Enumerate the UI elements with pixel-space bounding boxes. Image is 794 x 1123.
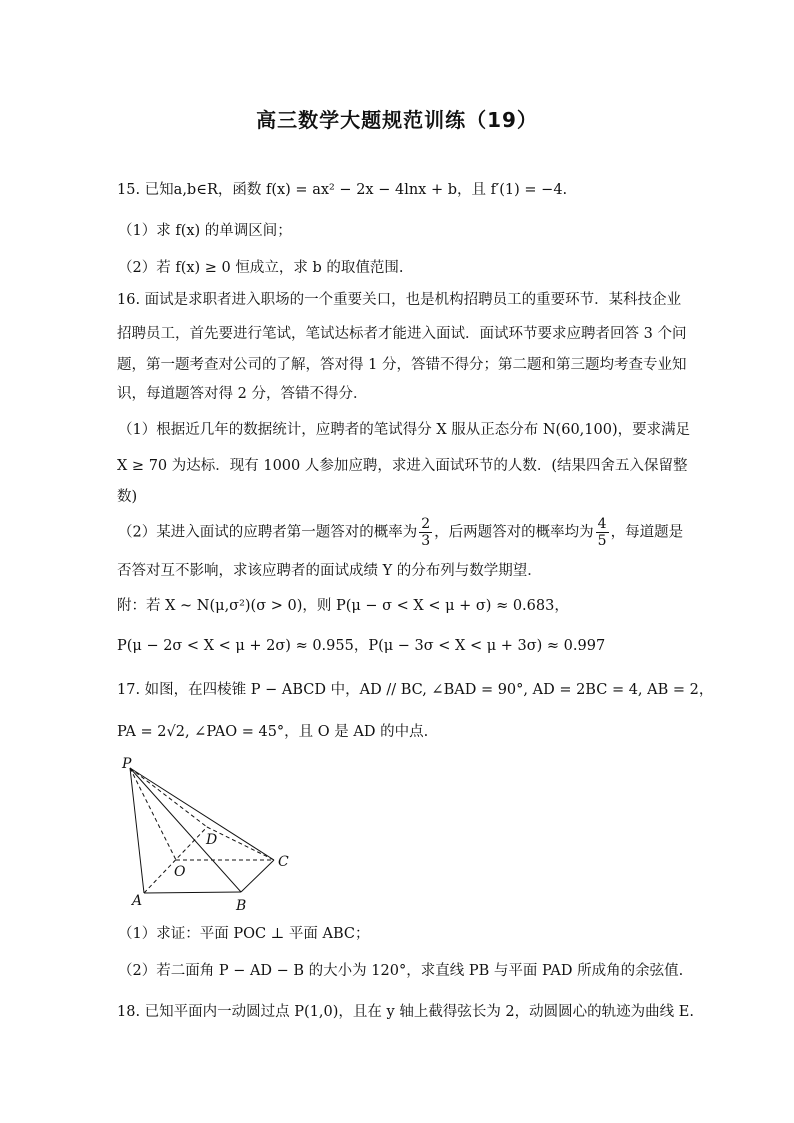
q16-line3: 题，第一题考查对公司的了解，答对得 1 分，答错不得分；第二题和第三题均考查专业知 xyxy=(117,357,687,373)
frac2-denominator: 5 xyxy=(597,533,607,549)
q16-part1-line3: 数) xyxy=(117,489,138,505)
edge-PC xyxy=(130,768,274,860)
edge-PA xyxy=(130,768,144,893)
label-D: D xyxy=(206,832,218,848)
q16-note-line1: 附：若 X ~ N(μ,σ²)(σ > 0)，则 P(μ − σ < X < μ + σ) ≈ 0.683， xyxy=(117,598,569,614)
q16-part1-line1: （1）根据近几年的数据统计，应聘者的笔试得分 X 服从正态分布 N(60,100)，要求满足 xyxy=(118,422,691,438)
label-A: A xyxy=(132,893,143,909)
edge-PB xyxy=(130,768,241,892)
fraction-2-3 xyxy=(419,516,432,549)
q16-line2: 招聘员工，首先要进行笔试，笔试达标者才能进入面试．面试环节要求应聘者回答 3 个问 xyxy=(117,326,687,342)
q16-part2-line1 xyxy=(118,516,683,549)
fraction-4-5 xyxy=(596,516,609,549)
q17-part1: （1）求证：平面 POC ⊥ 平面 ABC； xyxy=(118,926,370,942)
q18-line1: 18. 已知平面内一动圆过点 P(1,0)，且在 y 轴上截得弦长为 2，动圆圆心的轨迹为曲线 E. xyxy=(117,1004,694,1020)
q16-part2-line2: 否答对互不影响，求该应聘者的面试成绩 Y 的分布列与数学期望． xyxy=(117,563,542,579)
q16-line4: 识，每道题答对得 2 分，答错不得分． xyxy=(117,386,368,402)
pyramid-figure xyxy=(112,752,302,914)
frac1-denominator: 3 xyxy=(421,533,431,549)
edge-BC xyxy=(241,860,274,892)
q16-part2-post: ，每道题是 xyxy=(610,524,684,541)
page-title: 高三数学大题规范训练（19） xyxy=(256,108,538,132)
q16-part2-mid: ，后两题答对的概率均为 xyxy=(434,524,594,541)
q16-note-line2: P(μ − 2σ < X < μ + 2σ) ≈ 0.955，P(μ − 3σ < X < μ + 3σ) ≈ 0.997 xyxy=(117,638,606,654)
frac2-numerator: 4 xyxy=(597,516,607,532)
q16-part2-pre: （2）某进入面试的应聘者第一题答对的概率为 xyxy=(118,524,418,541)
q15-part2: （2）若 f(x) ≥ 0 恒成立，求 b 的取值范围. xyxy=(118,260,404,276)
edge-PD xyxy=(130,768,207,827)
q16-line1: 16. 面试是求职者进入职场的一个重要关口，也是机构招聘员工的重要环节．某科技企业 xyxy=(117,292,682,308)
label-P: P xyxy=(122,756,132,772)
edge-PO xyxy=(130,768,176,860)
q17-part2: （2）若二面角 P − AD − B 的大小为 120°，求直线 PB 与平面 PAD 所成角的余弦值. xyxy=(118,963,684,979)
label-C: C xyxy=(278,854,289,870)
label-B: B xyxy=(236,898,247,914)
q15-stem: 15. 已知a,b∈R，函数 f(x) = ax² − 2x − 4lnx + b，且 f′(1) = −4. xyxy=(117,182,568,198)
q16-part1-line2: X ≥ 70 为达标．现有 1000 人参加应聘，求进入面试环节的人数．(结果四舍五入保留整 xyxy=(117,458,688,474)
label-O: O xyxy=(174,864,186,880)
frac1-numerator: 2 xyxy=(421,516,431,532)
q15-part1: （1）求 f(x) 的单调区间； xyxy=(118,223,292,239)
edge-AB xyxy=(144,892,241,893)
q17-line2: PA = 2√2, ∠PAO = 45°，且 O 是 AD 的中点. xyxy=(117,724,429,740)
q17-line1: 17. 如图，在四棱锥 P − ABCD 中，AD // BC, ∠BAD = 90°, AD = 2BC = 4, AB = 2， xyxy=(117,682,714,698)
